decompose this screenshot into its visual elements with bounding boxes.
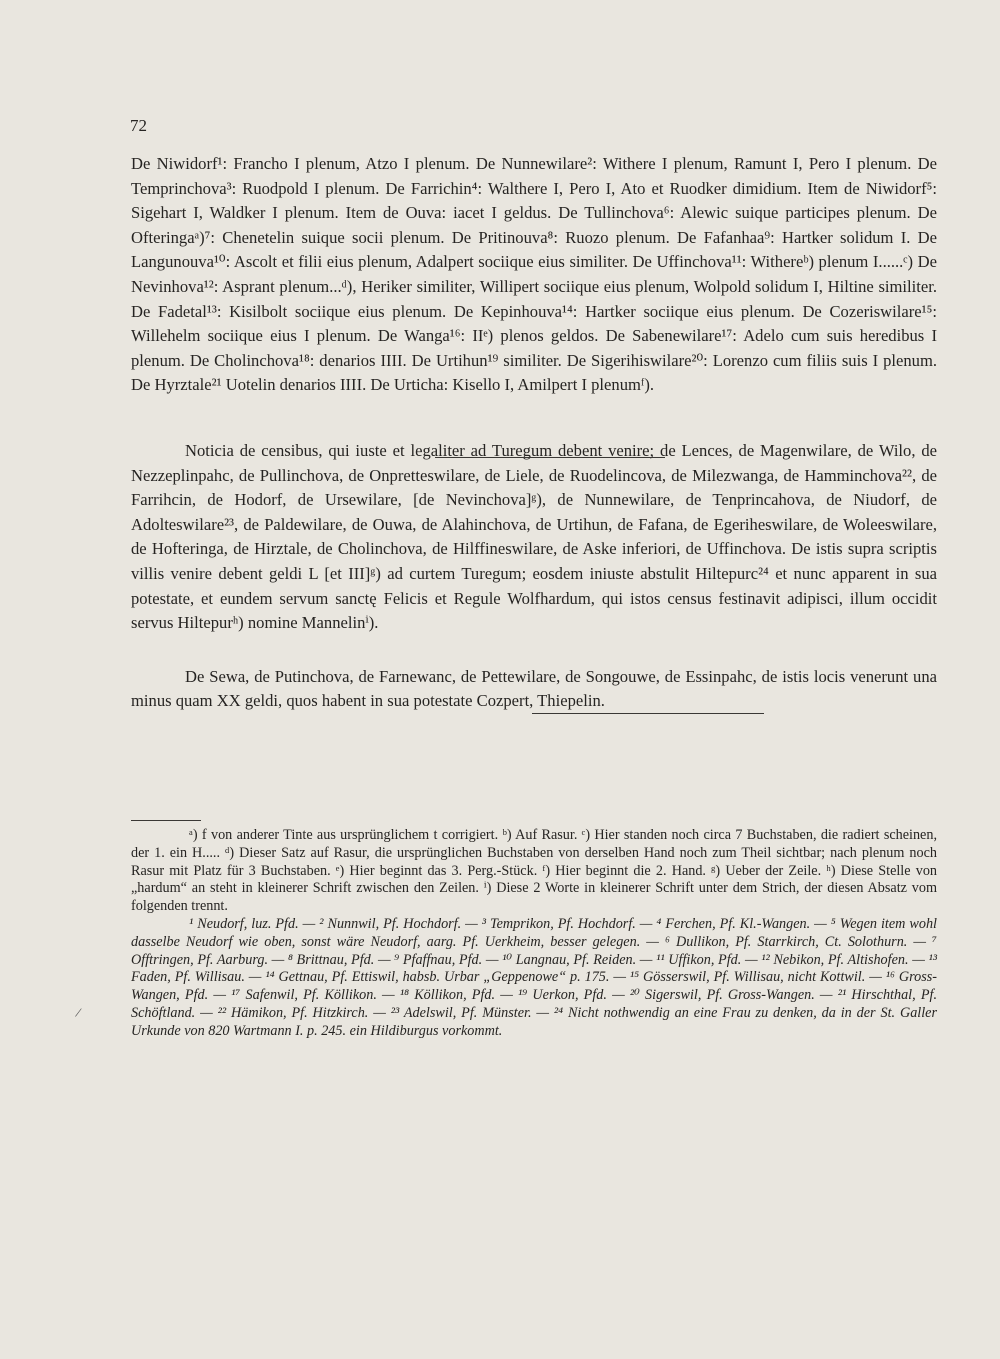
- paragraph-donations: De Niwidorf¹: Francho I plenum, Atzo I plenum. De Nunnewilare²: Withere I plenum, Ramunt I, Pero I plenum. De Temprinchova³: Ruodpold I plenum. De Farrichin⁴: Walthere I, Pero I, Ato et Ruodker dimidium. Item de Niwidorf⁵: Sigehart I, Waldker I plenum. Item de Ouva: iacet I geldus. De Tullinchova⁶: Alewic suique participes plenum. De Ofteringaᵃ)⁷: Chenetelin suique socii plenum. De Pritinouva⁸: Ruozo plenum. De Fafanhaa⁹: Hartker solidum I. De Langunouva¹⁰: Ascolt et filii eius plenum, Adalpert sociique eius similiter. De Uffinchova¹¹: Withereᵇ) plenum I......ᶜ) De Nevinhova¹²: Asprant plenum...ᵈ), Heriker similiter, Willipert sociique eius plenum, Wolpold solidum I, Hiltine similiter. De Fadetal¹³: Kisilbolt sociique eius plenum. De Kepinhouva¹⁴: Hartker sociique eius plenum. De Cozeriswilare¹⁵: Willehelm sociique eius I plenum. De Wanga¹⁶: IIᵉ) plenos geldos. De Sabenewilare¹⁷: Adelo cum suis heredibus I plenum. De Cholinchova¹⁸: denarios IIII. De Urtihun¹⁹ similiter. De Sigerihiswilare²⁰: Lorenzo cum filiis suis I plenum. De Hyrztale²¹ Uotelin denarios IIII. De Urticha: Kisello I, Amilpert I plenumᶠ).: [131, 154, 937, 395]
- section-gap: [131, 398, 937, 439]
- page-number: 72: [130, 116, 147, 135]
- main-text: [131, 152, 937, 714]
- text-critical-notes: ᵃ) f von anderer Tinte aus ursprünglichem t corrigiert. ᵇ) Auf Rasur. ᶜ) Hier standen noch circa 7 Buchstaben, die radiert scheinen, der 1. ein H..... ᵈ) Dieser Satz auf Rasur, die ursprünglichen Buchstaben von derselben Hand noch zum Theil sichtbar; nach plenum noch Rasur mit Platz für 3 Buchstaben. ᵉ) Hier beginnt das 3. Perg.-Stück. ᶠ) Hier beginnt die 2. Hand. ᵍ) Ueber der Zeile. ʰ) Diese Stelle von „hardum“ an steht in kleinerer Schrift zwischen den Zeilen. ⁱ) Diese 2 Worte in kleinerer Schrift unter dem Strich, der diesen Absatz vom folgenden trennt.: [131, 827, 937, 915]
- paragraph-divider-2: [532, 713, 764, 714]
- paragraph-noticia: Noticia de censibus, qui iuste et legaliter ad Turegum debent venire; de Lences, de Magenwilare, de Wilo, de Nezzeplinpahc, de Pullinchova, de Onpretteswilare, de Liele, de Ruodelincova, de Milezwanga, de Hamminchova²², de Farrihcin, de Hodorf, de Ursewilare, [de Nevinchova]ᵍ), de Nunnewilare, de Tenprincahova, de Niudorf, de Adolteswilare²³, de Paldewilare, de Ouwa, de Alahinchova, de Urtihun, de Fafana, de Egeriheswilare, de Woleeswilare, de Hofteringa, de Hirztale, de Cholinchova, de Hilffineswilare, de Aske inferiori, de Uffinchova. De istis supra scriptis villis venire debent geldi L [et III]ᵍ) ad curtem Turegum; eosdem iniuste abstulit Hiltepurc²⁴ et nunc apparent in sua potestate, et eundem servum sanctę Felicis et Regule Wolfhardum, qui istos census festinavit adipisci, illum occidit servus Hiltepurʰ) nomine Mannelinⁱ).: [131, 440, 937, 633]
- footnotes: [131, 827, 937, 1041]
- paragraph-divider-1: [435, 457, 665, 458]
- footnote-separator: [131, 820, 201, 821]
- margin-mark: /: [73, 1005, 83, 1022]
- section-gap: [131, 636, 937, 665]
- paragraph-sewa: De Sewa, de Putinchova, de Farnewanc, de Pettewilare, de Songouwe, de Essinpahc, de istis locis venerunt una minus quam XX geldi, quos habent in sua potestate Cozpert, Thiepelin.: [131, 666, 937, 711]
- geographic-notes: ¹ Neudorf, luz. Pfd. — ² Nunnwil, Pf. Hochdorf. — ³ Temprikon, Pf. Hochdorf. — ⁴ Ferchen, Pf. Kl.-Wangen. — ⁵ Wegen item wohl dasselbe Neudorf wie oben, sonst wäre Neudorf, aarg. Pf. Uerkheim, besser gelegen. — ⁶ Dullikon, Pf. Starrkirch, Ct. Solothurn. — ⁷ Offtringen, Pf. Aarburg. — ⁸ Brittnau, Pfd. — ⁹ Pfaffnau, Pfd. — ¹⁰ Langnau, Pf. Reiden. — ¹¹ Uffikon, Pfd. — ¹² Nebikon, Pf. Altishofen. — ¹³ Faden, Pf. Willisau. — ¹⁴ Gettnau, Pf. Ettiswil, habsb. Urbar „Geppenowe“ p. 175. — ¹⁵ Gösserswil, Pf. Willisau, nicht Kottwil. — ¹⁶ Gross-Wangen, Pfd. — ¹⁷ Safenwil, Pf. Köllikon. — ¹⁸ Köllikon, Pfd. — ¹⁹ Uerkon, Pfd. — ²⁰ Sigerswil, Pf. Gross-Wangen. — ²¹ Hirschthal, Pf. Schöftland. — ²² Hämikon, Pf. Hitzkirch. — ²³ Adelswil, Pf. Münster. — ²⁴ Nicht nothwendig an eine Frau zu denken, da in der St. Galler Urkunde von 820 Wartmann I. p. 245. ein Hildiburgus vorkommt.: [131, 915, 937, 1039]
